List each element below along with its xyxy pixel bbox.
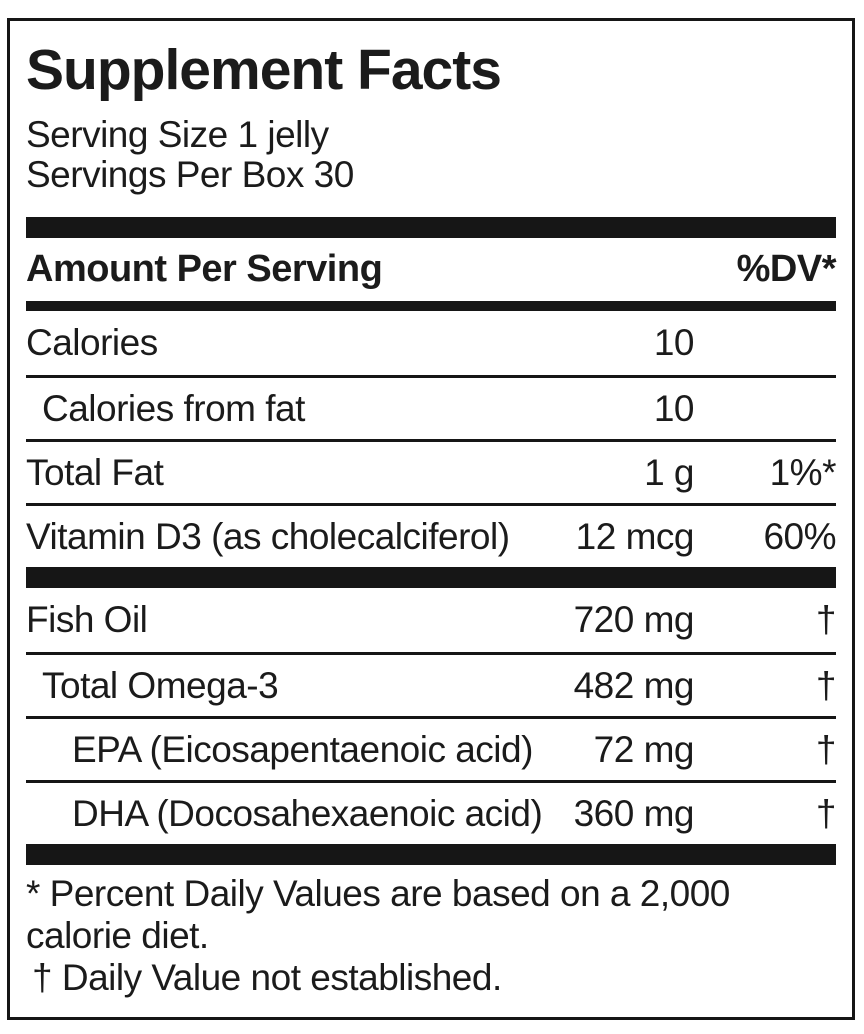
dagger-footnote: † Daily Value not established. [32,957,502,998]
header-divider-bar [26,301,836,311]
dagger-symbol: † [815,664,836,706]
dagger-symbol: † [815,792,836,834]
table-row-epa [26,716,836,780]
servings-per-box-text: Servings Per Box 30 [26,154,354,195]
table-row-calories-from-fat [26,375,836,439]
label-border-box [7,18,855,1020]
table-row-dha [26,780,836,844]
serving-size-text: Serving Size 1 jelly [26,114,329,155]
percent-dv-header: %DV* [736,248,836,290]
nutrient-amount: 720 mg [573,599,694,640]
nutrient-dv: 1%* [769,451,836,493]
table-row-calories [26,311,836,375]
nutrient-amount: 12 mcg [575,515,694,557]
footnotes [26,873,836,999]
dagger-symbol: † [815,728,836,770]
nutrient-name: DHA (Docosahexaenoic acid) [72,792,543,834]
nutrient-amount: 10 [653,322,694,363]
nutrient-dv: 60% [763,515,836,557]
nutrient-name: EPA (Eicosapentaenoic acid) [72,728,533,770]
nutrient-amount: 1 g [644,451,694,493]
amount-per-serving-header: Amount Per Serving [26,248,383,290]
serving-info [26,115,836,195]
nutrient-name: Calories from fat [42,387,305,429]
nutrient-name: Total Omega-3 [42,664,279,706]
table-row-fish-oil [26,588,836,652]
section-bar-middle [26,567,836,588]
section-bar-top [26,217,836,238]
nutrient-amount: 10 [653,387,694,429]
nutrient-name: Total Fat [26,451,164,493]
section-bar-bottom [26,844,836,865]
percent-dv-footnote: * Percent Daily Values are based on a 2,000 calorie diet. [26,873,730,956]
nutrient-name: Calories [26,322,158,363]
nutrient-name: Fish Oil [26,599,148,640]
table-row-total-fat [26,439,836,503]
nutrient-amount: 360 mg [573,792,694,834]
dagger-symbol: † [815,599,836,640]
label-title: Supplement Facts [26,38,501,102]
table-row-total-omega-3 [26,652,836,716]
table-row-vitamin-d3 [26,503,836,567]
column-header-row [26,238,836,301]
nutrient-name: Vitamin D3 (as cholecalciferol) [26,515,510,557]
nutrient-amount: 72 mg [593,728,694,770]
nutrient-amount: 482 mg [573,664,694,706]
